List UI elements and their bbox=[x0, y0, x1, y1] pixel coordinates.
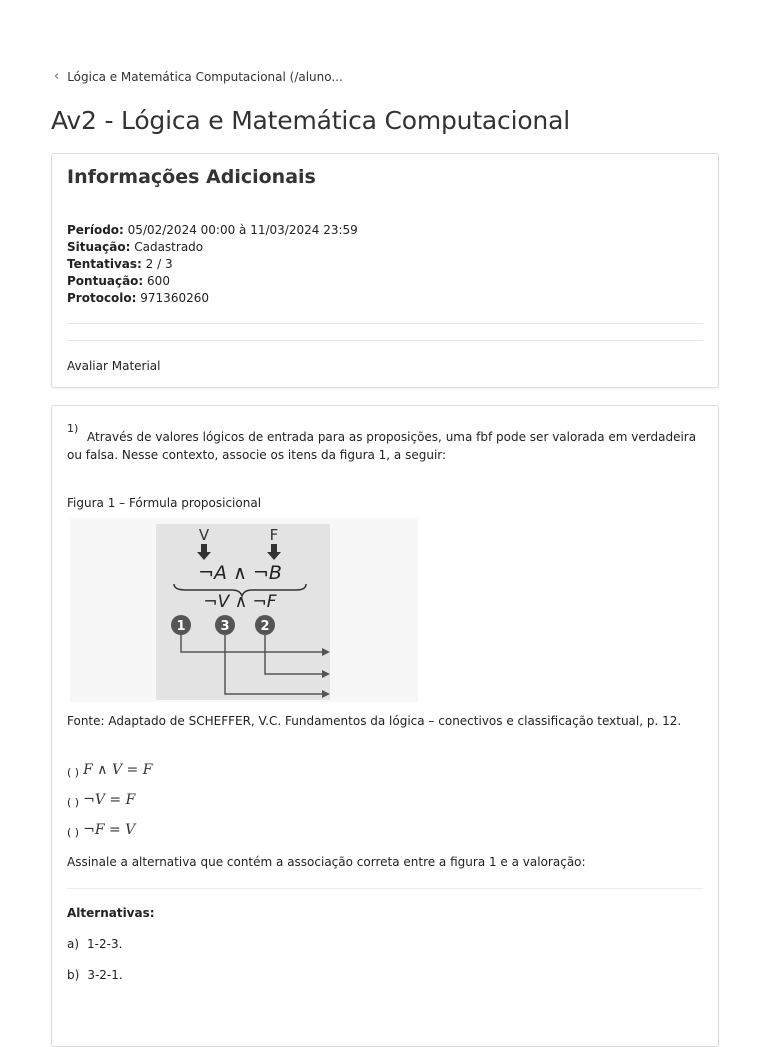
option-paren: ( ) bbox=[67, 826, 80, 839]
formula-diagram bbox=[156, 524, 330, 700]
page-title: Av2 - Lógica e Matemática Computacional bbox=[51, 106, 570, 135]
option-paren: ( ) bbox=[67, 796, 80, 809]
breadcrumb-link[interactable]: Lógica e Matemática Computacional (/aluno... bbox=[67, 69, 343, 84]
info-row-tentativas bbox=[67, 256, 358, 273]
instruction-text: Assinale a alternativa que contém a associação correta entre a figura 1 e a valoração: bbox=[67, 855, 586, 869]
alternative-a[interactable] bbox=[67, 937, 122, 951]
info-value: 971360260 bbox=[140, 291, 209, 305]
option-item bbox=[67, 820, 135, 839]
option-expression: ¬F = V bbox=[83, 821, 136, 838]
formula-a-b: ¬A ∧ ¬B bbox=[198, 562, 282, 584]
divider bbox=[67, 323, 703, 324]
info-label: Tentativas: bbox=[67, 257, 142, 271]
figure-caption: Figura 1 – Fórmula proposicional bbox=[67, 496, 262, 510]
alternative-letter: a) bbox=[67, 937, 80, 951]
info-label: Período: bbox=[67, 223, 124, 237]
info-row-pontuacao bbox=[67, 273, 358, 290]
figure-source: Fonte: Adaptado de SCHEFFER, V.C. Fundamentos da lógica – conectivos e classificação textual, p. 12. bbox=[67, 714, 682, 728]
option-expression: F ∧ V = F bbox=[83, 761, 153, 778]
divider bbox=[67, 340, 703, 341]
info-row-protocolo bbox=[67, 290, 358, 307]
info-card-title: Informações Adicionais bbox=[67, 166, 316, 188]
alternative-letter: b) bbox=[67, 968, 80, 982]
question-text-content: Através de valores lógicos de entrada para as proposições, uma fbf pode ser valorada em verdadeira ou falsa. Nesse contexto, associe os itens da figura 1, a seguir: bbox=[67, 430, 697, 462]
option-paren: ( ) bbox=[67, 766, 80, 779]
alternatives-title: Alternativas: bbox=[67, 906, 155, 920]
marker-1: 1 bbox=[176, 619, 186, 634]
question-text bbox=[67, 428, 703, 464]
alternative-text: 1-2-3. bbox=[87, 937, 123, 951]
info-value: Cadastrado bbox=[134, 240, 204, 254]
alternative-text: 3-2-1. bbox=[87, 968, 123, 982]
option-item bbox=[67, 760, 152, 779]
info-row-periodo bbox=[67, 222, 358, 239]
top-f-label: F bbox=[269, 526, 279, 544]
divider bbox=[67, 888, 703, 889]
avaliar-material-link[interactable]: Avaliar Material bbox=[67, 359, 161, 373]
option-item bbox=[67, 790, 135, 809]
marker-3: 3 bbox=[220, 619, 230, 634]
info-value: 2 / 3 bbox=[145, 257, 173, 271]
info-card bbox=[51, 153, 719, 388]
chevron-left-icon: ‹ bbox=[54, 69, 60, 84]
option-expression: ¬V = F bbox=[83, 791, 136, 808]
info-value: 05/02/2024 00:00 à 11/03/2024 23:59 bbox=[127, 223, 358, 237]
formula-v-f: ¬V ∧ ¬F bbox=[203, 592, 277, 612]
info-label: Protocolo: bbox=[67, 291, 137, 305]
info-label: Situação: bbox=[67, 240, 131, 254]
step-markers bbox=[171, 615, 275, 635]
info-label: Pontuação: bbox=[67, 274, 144, 288]
question-card bbox=[51, 405, 719, 1047]
alternative-b[interactable] bbox=[67, 968, 123, 982]
info-list bbox=[67, 222, 358, 307]
marker-2: 2 bbox=[260, 619, 270, 634]
figure-propositional-formula bbox=[156, 524, 330, 700]
info-value: 600 bbox=[147, 274, 170, 288]
breadcrumb[interactable] bbox=[54, 69, 343, 84]
info-row-situacao bbox=[67, 239, 358, 256]
question-number: 1) bbox=[67, 422, 79, 435]
top-v-label: V bbox=[198, 526, 210, 544]
